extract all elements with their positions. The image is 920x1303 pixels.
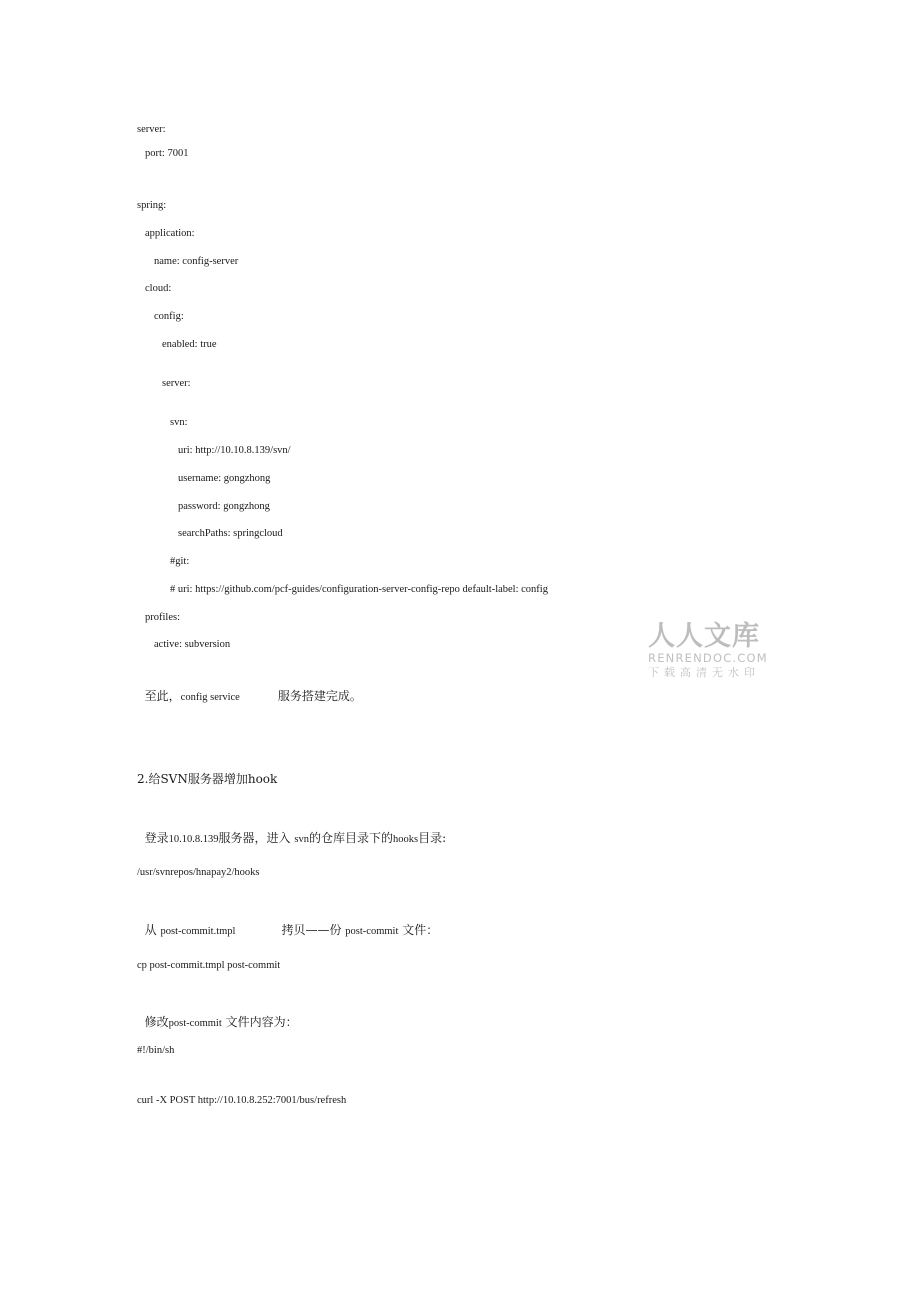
login-svn: svn <box>294 834 309 845</box>
copy-tmpl: post-commit.tmpl <box>160 926 236 937</box>
login-instruction <box>137 820 446 846</box>
config-line-username: username: gongzhong <box>178 473 271 484</box>
watermark <box>648 622 772 680</box>
modify-text-a: 修改 <box>144 1015 169 1029</box>
config-line-name: name: config-server <box>154 256 239 267</box>
copy-text-c: 文件： <box>402 923 439 937</box>
modify-instruction <box>137 1004 298 1030</box>
watermark-title: 人人文库 <box>648 621 760 652</box>
hooks-path: /usr/svnrepos/hnapay2/hooks <box>137 867 260 878</box>
completion-prefix: 至此， <box>144 689 181 703</box>
config-line-server: server: <box>137 124 166 135</box>
config-line-password: password: gongzhong <box>178 501 270 512</box>
config-line-active: active: subversion <box>154 639 231 650</box>
config-line-server-sub: server: <box>162 378 191 389</box>
section-heading: 2.给SVN服务器增加hook <box>137 772 278 786</box>
config-line-enabled: enabled: true <box>162 339 217 350</box>
completion-code: config service <box>180 692 240 703</box>
config-line-git-comment: #git: <box>170 556 190 567</box>
config-line-application: application: <box>145 228 195 239</box>
config-line-searchpaths: searchPaths: springcloud <box>178 528 283 539</box>
config-line-uri: uri: http://10.10.8.139/svn/ <box>178 445 291 456</box>
completion-text <box>137 678 362 704</box>
config-line-profiles: profiles: <box>145 612 180 623</box>
config-line-spring: spring: <box>137 200 167 211</box>
copy-text-b: 拷贝——份 <box>281 923 342 937</box>
watermark-subtitle: 下载高清无水印 <box>648 666 760 679</box>
copy-instruction <box>137 912 438 938</box>
login-text-b: 服务器，进入 <box>218 831 291 845</box>
config-line-config: config: <box>154 311 184 322</box>
login-ip: 10.10.8.139 <box>168 834 219 845</box>
cp-command: cp post-commit.tmpl post-commit <box>137 960 281 971</box>
copy-text-a: 从 <box>144 923 157 937</box>
config-line-port: port: 7001 <box>145 148 189 159</box>
config-line-git-uri-comment: # uri: https://github.com/pcf-guides/configuration-server-config-repo default-label: config <box>170 584 548 595</box>
config-line-cloud: cloud: <box>145 283 172 294</box>
script-shebang: #!/bin/sh <box>137 1045 175 1056</box>
config-line-svn: svn: <box>170 417 188 428</box>
watermark-domain: RENRENDOC.COM <box>648 651 768 665</box>
login-hooks: hooks <box>392 834 419 845</box>
completion-suffix: 服务搭建完成。 <box>277 689 362 703</box>
script-curl-command: curl -X POST http://10.10.8.252:7001/bus/refresh <box>137 1095 347 1106</box>
copy-file: post-commit <box>345 926 399 937</box>
login-text-d: 目录: <box>418 831 447 845</box>
modify-file: post-commit <box>168 1018 222 1029</box>
login-text-a: 登录 <box>144 831 169 845</box>
modify-text-b: 文件内容为： <box>225 1015 298 1029</box>
login-text-c: 的仓库目录下的 <box>308 831 393 845</box>
